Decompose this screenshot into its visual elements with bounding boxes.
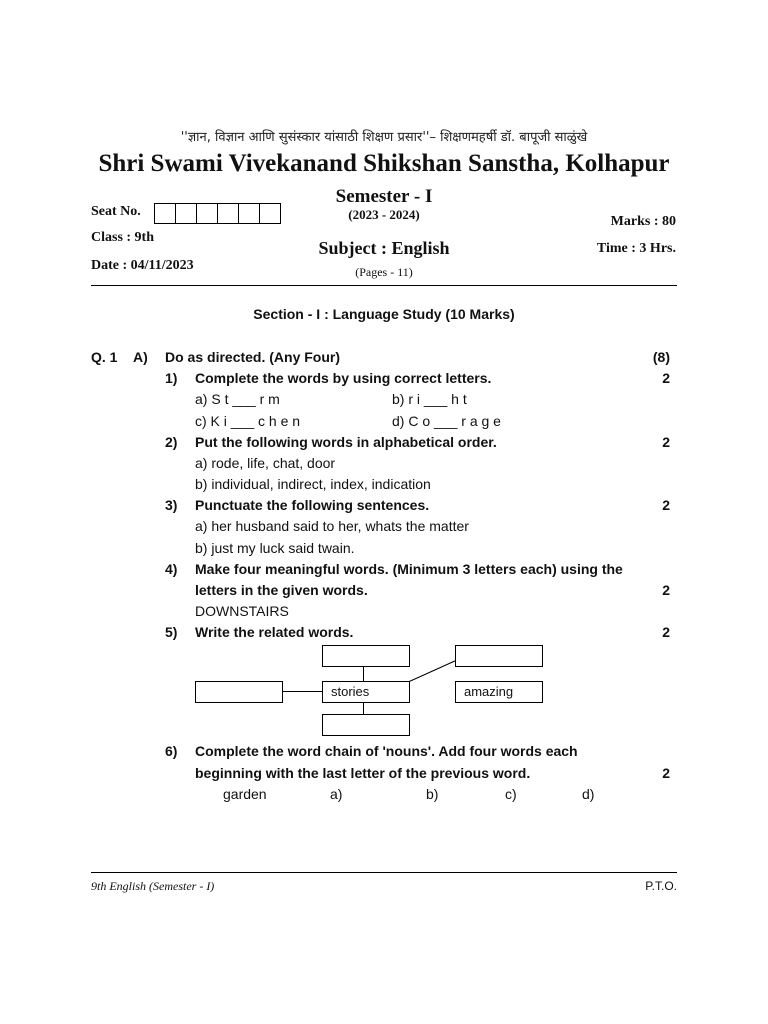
seat-digit-box[interactable] <box>196 203 218 224</box>
marks-label: Marks : 80 <box>610 214 676 229</box>
page-count: (Pages - 11) <box>355 265 413 279</box>
item-number: 4) <box>165 561 178 577</box>
item-number: 1) <box>165 370 178 386</box>
chain-start-word: garden <box>223 786 267 802</box>
blank-box-left[interactable] <box>195 681 283 703</box>
question-instruction: Do as directed. (Any Four) <box>165 349 341 365</box>
item-marks: 2 <box>662 765 670 781</box>
item-text-line2: beginning with the last letter of the previous word. <box>195 765 531 781</box>
item-marks: 2 <box>662 370 670 386</box>
seat-digit-box[interactable] <box>175 203 197 224</box>
date-label: Date : 04/11/2023 <box>91 258 194 273</box>
item-text-line2: letters in the given words. <box>195 582 368 598</box>
section-title: Section - I : Language Study (10 Marks) <box>253 306 515 322</box>
connector-diagonal <box>404 650 460 686</box>
chain-blank-d: d) <box>582 786 595 802</box>
motto-line: ''ज्ञान, विज्ञान आणि सुसंस्कार यांसाठी शिक्षण प्रसार''– शिक्षणमहर्षी डॉ. बापूजी साळुंखे <box>180 130 588 145</box>
item-marks: 2 <box>662 434 670 450</box>
seat-label: Seat No. <box>91 204 141 219</box>
option-a: a) her husband said to her, whats the matter <box>195 518 469 534</box>
option-a: a) rode, life, chat, door <box>195 455 336 471</box>
item-number: 3) <box>165 497 178 513</box>
blank-box-top-right[interactable] <box>455 645 543 667</box>
option-a: a) S t ___ r m <box>195 391 280 407</box>
question-part: A) <box>133 349 148 365</box>
footer-divider <box>91 872 677 873</box>
option-b: b) just my luck said twain. <box>195 540 355 556</box>
option-c: c) K i ___ c h e n <box>195 413 301 429</box>
footer-course: 9th English (Semester - I) <box>91 879 215 893</box>
blank-box-top[interactable] <box>322 645 410 667</box>
item-text-line1: Complete the word chain of 'nouns'. Add four words each <box>195 743 578 759</box>
connector-top <box>363 666 364 682</box>
footer-pto: P.T.O. <box>645 879 677 893</box>
chain-blank-b: b) <box>426 786 439 802</box>
seat-number-boxes[interactable] <box>155 203 281 224</box>
semester-title: Semester - I <box>335 186 433 207</box>
seat-digit-box[interactable] <box>238 203 260 224</box>
school-name: Shri Swami Vivekanand Shikshan Sanstha, Kolhapur <box>98 150 670 177</box>
item-text: Put the following words in alphabetical order. <box>195 434 497 450</box>
center-word-box: stories <box>322 681 410 703</box>
item-marks: 2 <box>662 582 670 598</box>
item-marks: 2 <box>662 497 670 513</box>
time-label: Time : 3 Hrs. <box>596 241 676 256</box>
academic-year: (2023 - 2024) <box>348 207 420 222</box>
option-d: d) C o ___ r a g e <box>392 413 501 429</box>
header-divider <box>91 285 677 286</box>
item-marks: 2 <box>662 624 670 640</box>
question-number: Q. 1 <box>91 349 118 365</box>
item-number: 2) <box>165 434 178 450</box>
connector-bottom <box>363 701 364 715</box>
connector-left <box>282 691 322 692</box>
chain-blank-a: a) <box>330 786 343 802</box>
item-text: Write the related words. <box>195 624 354 640</box>
option-b: b) individual, indirect, index, indication <box>195 476 431 492</box>
option-b: b) r i ___ h t <box>392 391 467 407</box>
item-number: 5) <box>165 624 178 640</box>
seat-digit-box[interactable] <box>154 203 176 224</box>
item-text-line1: Make four meaningful words. (Minimum 3 letters each) using the <box>195 561 623 577</box>
item-number: 6) <box>165 743 178 759</box>
seat-digit-box[interactable] <box>259 203 281 224</box>
chain-blank-c: c) <box>505 786 517 802</box>
question-marks: (8) <box>652 349 670 365</box>
blank-box-bottom[interactable] <box>322 714 410 736</box>
item-text: Complete the words by using correct letters. <box>195 370 492 386</box>
seat-digit-box[interactable] <box>217 203 239 224</box>
class-label: Class : 9th <box>91 230 155 245</box>
right-word-box: amazing <box>455 681 543 703</box>
given-word: DOWNSTAIRS <box>195 603 289 619</box>
subject-title: Subject : English <box>318 238 450 258</box>
item-text: Punctuate the following sentences. <box>195 497 430 513</box>
